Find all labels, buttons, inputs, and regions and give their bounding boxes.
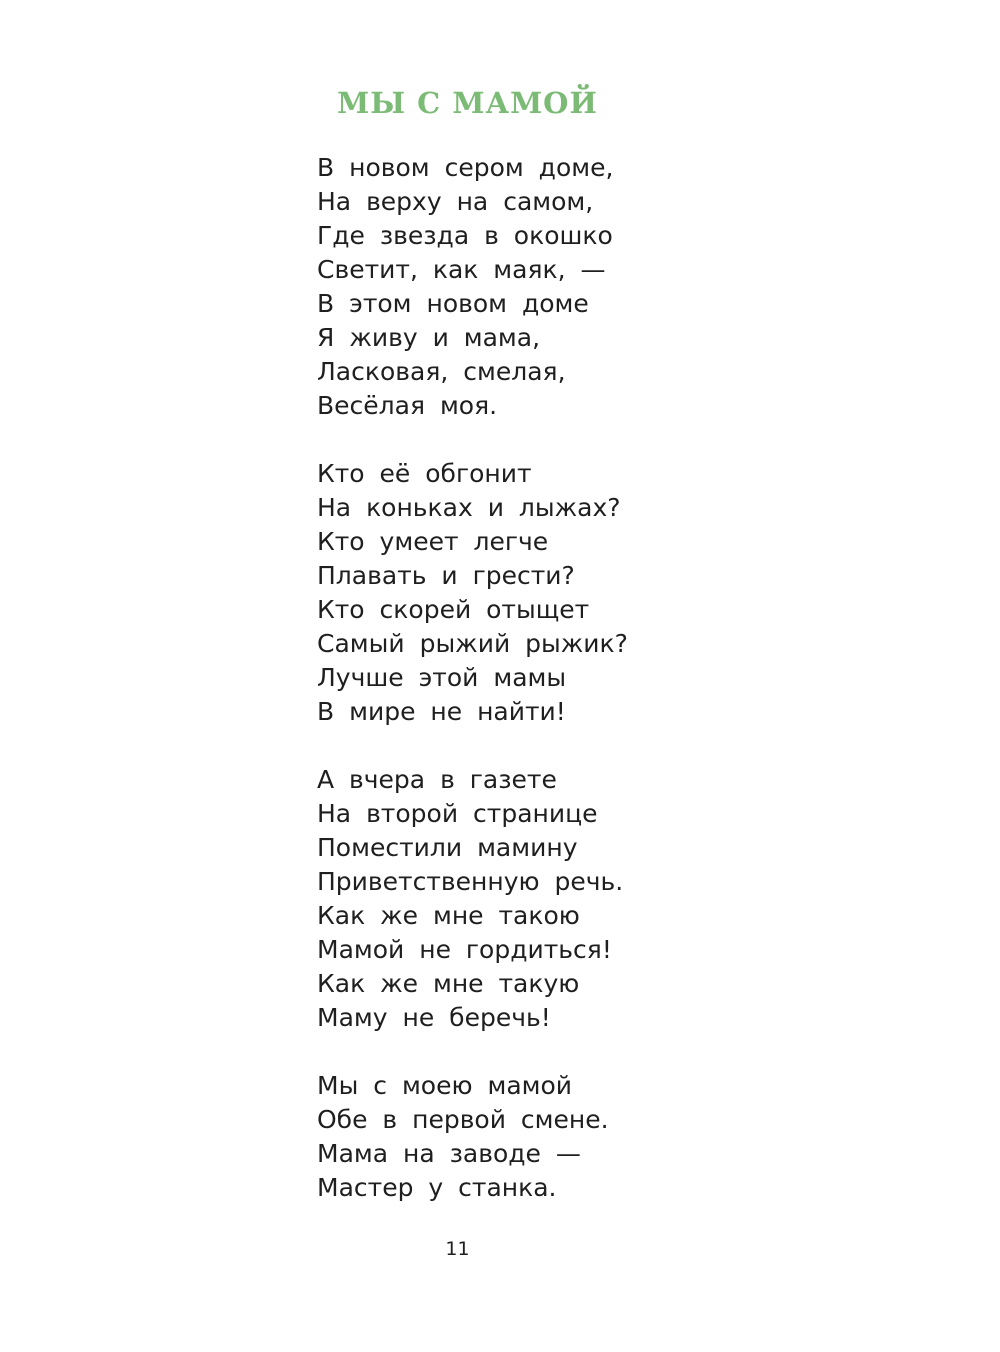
poem-line: В мире не найти!	[317, 697, 566, 726]
poem-line: Мамой не гордиться!	[317, 935, 612, 964]
poem-line: А вчера в газете	[317, 765, 557, 794]
poem-line: Ласковая, смелая,	[317, 357, 566, 386]
poem-line: Мама на заводе —	[317, 1139, 581, 1168]
poem-line: На второй странице	[317, 799, 598, 828]
poem-line: Поместили мамину	[317, 833, 578, 862]
poem-line: Самый рыжий рыжик?	[317, 629, 628, 658]
poem-line: На верху на самом,	[317, 187, 594, 216]
poem-line: Кто умеет легче	[317, 527, 549, 556]
poem-line: На коньках и лыжах?	[317, 493, 621, 522]
page-number: 11	[445, 1238, 470, 1260]
poem-line: Мастер у станка.	[317, 1173, 557, 1202]
poem-line: Приветственную речь.	[317, 867, 624, 896]
stanza-2	[317, 457, 937, 729]
stanza-4	[317, 1069, 937, 1205]
poem-line: Обе в первой смене.	[317, 1105, 609, 1134]
poem-line: Кто её обгонит	[317, 459, 532, 488]
poem-line: Маму не беречь!	[317, 1003, 551, 1032]
poem-line: Светит, как маяк, —	[317, 255, 606, 284]
poem-line: В этом новом доме	[317, 289, 589, 318]
poem-line: В новом сером доме,	[317, 153, 614, 182]
poem-line: Я живу и мама,	[317, 323, 541, 352]
poem-line: Где звезда в окошко	[317, 221, 613, 250]
poem-line: Плавать и грести?	[317, 561, 575, 590]
stanza-3	[317, 763, 937, 1035]
poem-line: Весёлая моя.	[317, 391, 498, 420]
poem-line: Как же мне такую	[317, 969, 580, 998]
poem-line: Мы с моею мамой	[317, 1071, 573, 1100]
stanza-1	[317, 151, 937, 423]
poem-body	[317, 151, 937, 1239]
poem-line: Лучше этой мамы	[317, 663, 567, 692]
poem-title: МЫ С МАМОЙ	[337, 86, 598, 120]
poem-line: Как же мне такою	[317, 901, 580, 930]
poem-line: Кто скорей отыщет	[317, 595, 590, 624]
